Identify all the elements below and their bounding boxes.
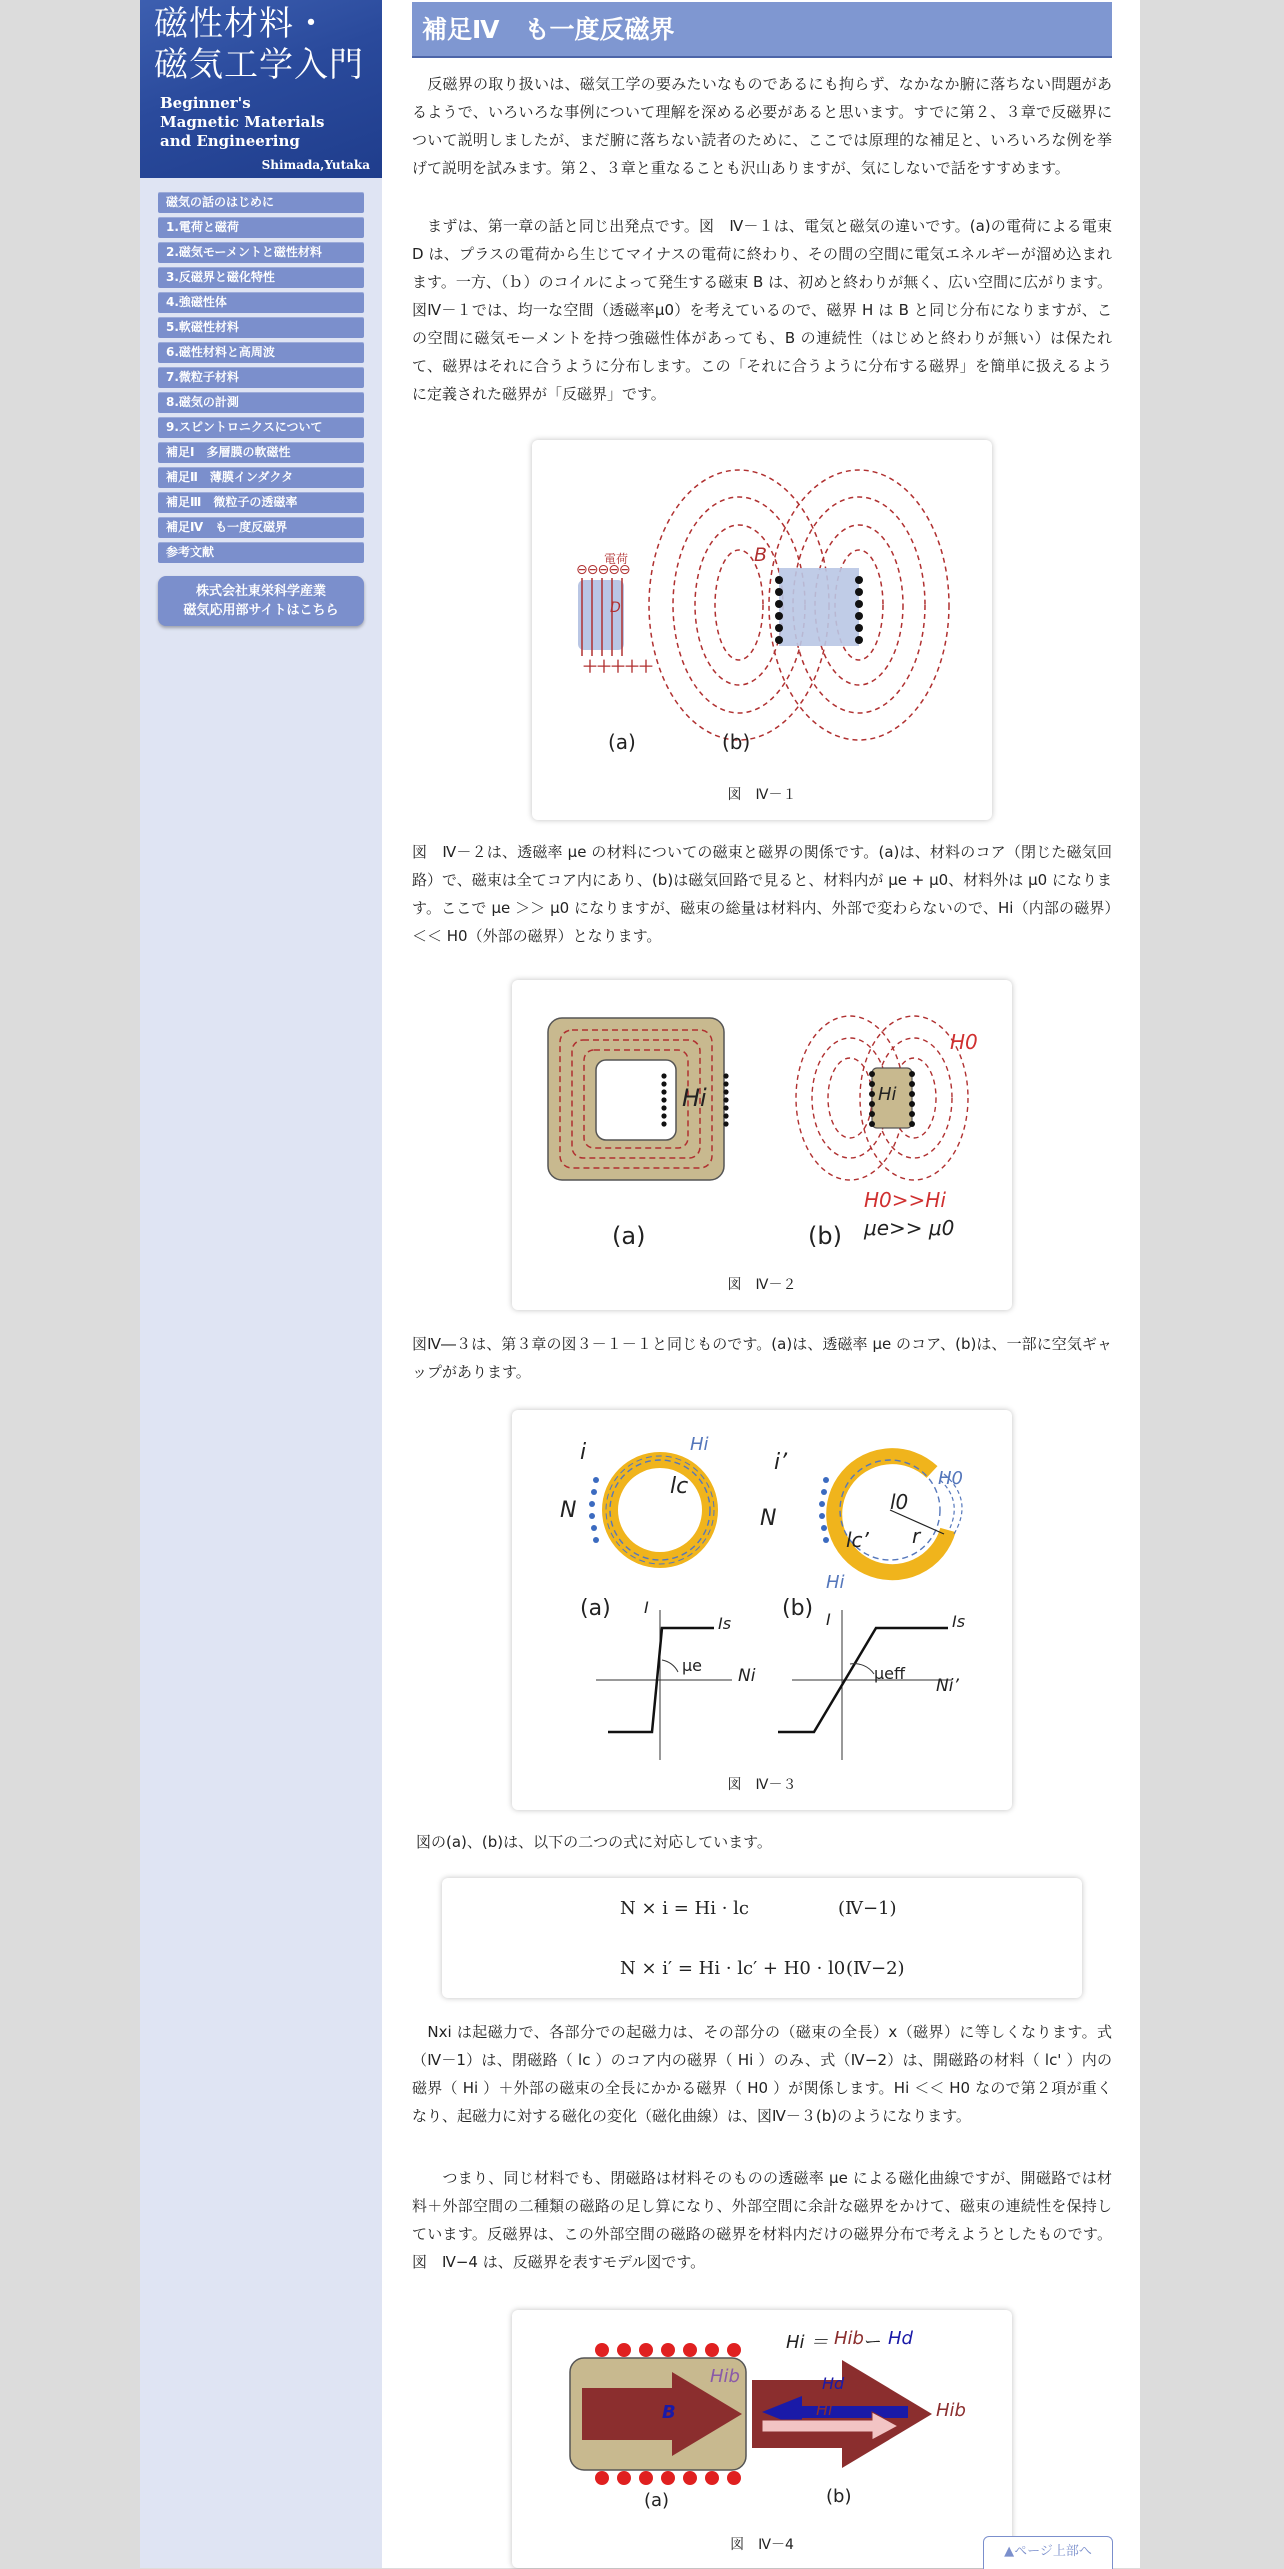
paragraph-5: 図の(a)、(b)は、以下の二つの式に対応しています。	[416, 1833, 772, 1851]
d-label: D	[610, 600, 621, 616]
nav-item-sup2[interactable]: 補足Ⅱ 薄膜インダクタ	[158, 467, 364, 488]
paragraph-1: 反磁界の取り扱いは、磁気工学の要みたいなものであるにも拘らず、なかなか腑に落ちない問題があるようで、いろいろな事例について理解を深める必要があると思います。すでに第２、３章で反磁界について説明しましたが、まだ腑に落ちない読者のために、ここでは原理的な補足と、いろいろな例を挙げて説明を試みます。第２、３章と重なることも沢山ありますが、気にしないで話をすすめます。	[412, 75, 1112, 177]
company-line2: 磁気応用部サイトはこちら	[183, 603, 339, 618]
label-b: (b)	[826, 2486, 852, 2507]
nav-item-intro[interactable]: 磁気の話のはじめに	[158, 192, 364, 213]
nav-item-references[interactable]: 参考文献	[158, 542, 364, 563]
b-label: B	[662, 2402, 676, 2423]
hib-label-outside: Hib	[936, 2400, 966, 2421]
equation-2: N × i′ = Hi · lc′ + H0 · l0	[620, 1958, 846, 1979]
page-title: 補足Ⅳ も一度反磁界	[412, 2, 1112, 58]
r-label: r	[912, 1524, 921, 1548]
logo-jp-line1: 磁性材料・	[154, 4, 329, 44]
sidebar-nav	[158, 192, 364, 567]
relation-h: H0>>Hi	[864, 1188, 946, 1212]
ni2-label: Ni’	[936, 1676, 959, 1696]
nav-item-ch1[interactable]: 1.電荷と磁荷	[158, 217, 364, 238]
top-charges	[595, 2343, 741, 2357]
mueff-label: μeff	[874, 1664, 906, 1683]
is-label-a: Is	[718, 1614, 732, 1633]
logo-author: Shimada,Yutaka	[261, 158, 370, 172]
is-label-b: Is	[952, 1612, 966, 1631]
label-a: (a)	[608, 730, 636, 754]
site-logo[interactable]	[140, 0, 382, 178]
eq-minus: ー	[864, 2332, 882, 2353]
equation-1: N × i = Hi · lc	[620, 1898, 750, 1919]
bottom-charges	[595, 2471, 741, 2485]
label-b: (b)	[722, 730, 751, 754]
nav-item-sup3[interactable]: 補足Ⅲ 微粒子の透磁率	[158, 492, 364, 513]
hi-label-b: Hi	[826, 1572, 845, 1593]
axis-I-b: I	[826, 1610, 831, 1629]
nav-item-ch3[interactable]: 3.反磁界と磁化特性	[158, 267, 364, 288]
figure-2-caption: 図 Ⅳ－２	[727, 1277, 797, 1293]
company-line1: 株式会社東栄科学産業	[195, 584, 326, 599]
turns-N2: N	[760, 1506, 777, 1531]
page	[140, 0, 1140, 2568]
logo-en-line3: and Engineering	[160, 132, 300, 150]
label-a: (a)	[580, 1596, 611, 1621]
lc2-label: lc’	[846, 1528, 869, 1552]
eq-hi: Hi ＝	[786, 2332, 829, 2353]
nav-item-ch5[interactable]: 5.軟磁性材料	[158, 317, 364, 338]
logo-en-line1: Beginner's	[160, 94, 251, 112]
figure-4	[512, 2310, 1012, 2568]
figure-2	[512, 980, 1012, 1310]
l0-label: l0	[890, 1490, 909, 1514]
logo-jp-line2: 磁気工学入門	[154, 45, 364, 85]
nav-item-ch9[interactable]: 9.スピントロニクスについて	[158, 417, 364, 438]
figure-1	[532, 440, 992, 820]
paragraph-6: Nxi は起磁力で、各部分での起磁力は、その部分の（磁束の全長）x（磁界）に等しくなります。式（Ⅳ－1）は、閉磁路（ lc ）のコア内の磁界（ Hi ）のみ、式（Ⅳ−2）は、開磁路の材料（ lc' ）内の磁界（ Hi ）＋外部の磁束の全長にかかる磁界（ H0 ）が関係します。Hi ＜＜ H0 なので第２項が重くなり、起磁力に対する磁化の変化（磁化曲線）は、図Ⅳ－３(b)のようになります。	[412, 2023, 1112, 2125]
figure-1-caption: 図 Ⅳ－１	[727, 787, 797, 803]
ni-label: Ni	[738, 1666, 756, 1686]
nav-item-ch4[interactable]: 4.強磁性体	[158, 292, 364, 313]
label-b: (b)	[782, 1596, 814, 1621]
figure-2-diagram	[512, 980, 1012, 1310]
mue-label: μe	[682, 1656, 703, 1675]
paragraph-2: まずは、第一章の話と同じ出発点です。図 Ⅳ－１は、電気と磁気の違いです。(a)の電荷による電束 D は、プラスの電荷から生じてマイナスの電荷に終わり、その間の空間に電気エネルギーが溜め込まれます。一方、（ｂ）のコイルによって発生する磁束 B は、初めと終わりが無く、広い空間に広がります。図Ⅳ－１では、均一な空間（透磁率μ0）を考えているので、磁界 H は B と同じ分布になりますが、この空間に磁気モーメントを持つ強磁性体があっても、B の連続性（はじめと終わりが無い）は保たれて、磁界はそれに合うように分布します。この「それに合うように分布する磁界」を簡単に扱えるように定義された磁界が「反磁界」です。	[412, 217, 1112, 403]
hi-label-a: Hi	[690, 1434, 709, 1455]
b-label: B	[754, 544, 768, 566]
paragraph-7: つまり、同じ材料でも、閉磁路は材料そのものの透磁率 μe による磁化曲線ですが、開磁路では材料＋外部空間の二種類の磁路の足し算になり、外部空間に余計な磁界をかけて、磁束の連続性を保持しています。反磁界は、この外部空間の磁路の磁界を材料内だけの磁界分布で考えようとしたものです。図 Ⅳ−4 は、反磁界を表すモデル図です。	[412, 2169, 1112, 2271]
figure-4-caption: 図 Ⅳ－4	[730, 2537, 794, 2553]
turns-N: N	[560, 1498, 577, 1523]
nav-item-ch2[interactable]: 2.磁気モーメントと磁性材料	[158, 242, 364, 263]
hd-label: Hd	[822, 2374, 845, 2393]
company-site-button[interactable]	[158, 576, 364, 626]
equation-box	[442, 1878, 1082, 1998]
hi-label-a: Hi	[682, 1084, 707, 1112]
minus-charges: ⊖⊖⊖⊖⊖	[576, 562, 630, 578]
plus-charges: ＋＋＋＋＋	[582, 657, 653, 676]
figure-1-diagram	[532, 440, 992, 820]
relation-mu: μe>> μ0	[864, 1216, 955, 1240]
current-i: i	[580, 1440, 587, 1465]
equation-1-number: (Ⅳ−1)	[838, 1898, 897, 1919]
axis-I-a: I	[644, 1598, 649, 1617]
nav-item-sup1[interactable]: 補足Ⅰ 多層膜の軟磁性	[158, 442, 364, 463]
paragraph-3: 図 Ⅳ－２は、透磁率 μe の材料についての磁束と磁界の関係です。(a)は、材料のコア（閉じた磁気回路）で、磁束は全てコア内にあり、(b)は磁気回路で見ると、材料内が μe + μ0、材料外は μ0 になります。ここで μe ＞＞ μ0 になりますが、磁束の総量は材料内、外部で変わらないので、Hi（内部の磁界）＜＜ H0（外部の磁界）となります。	[412, 843, 1112, 945]
nav-item-ch7[interactable]: 7.微粒子材料	[158, 367, 364, 388]
curve-a-axes	[596, 1610, 732, 1760]
label-a: (a)	[612, 1222, 646, 1250]
coil-core	[779, 568, 859, 646]
nav-item-sup4[interactable]: 補足Ⅳ も一度反磁界	[158, 517, 364, 538]
current-i2: i’	[774, 1450, 788, 1475]
ring-b	[834, 1456, 948, 1572]
hi-label-b: Hi	[878, 1084, 897, 1105]
charge-label: 電荷	[604, 552, 629, 566]
winding-a	[589, 1477, 599, 1543]
equation-2-number: (Ⅳ−2)	[846, 1958, 905, 1979]
paragraph-4: 図Ⅳ―３は、第３章の図３－１－１と同じものです。(a)は、透磁率 μe のコア、(b)は、一部に空気ギャップがあります。	[412, 1335, 1112, 1381]
h0-label: H0	[950, 1030, 978, 1054]
nav-item-ch8[interactable]: 8.磁気の計測	[158, 392, 364, 413]
eq-hd: Hd	[888, 2328, 913, 2349]
logo-en-line2: Magnetic Materials	[160, 113, 325, 131]
hib-label-body: Hib	[710, 2366, 740, 2387]
nav-item-ch6[interactable]: 6.磁性材料と高周波	[158, 342, 364, 363]
figure-3	[512, 1410, 1012, 1810]
h0-label: H0	[938, 1468, 963, 1489]
label-b: (b)	[808, 1222, 842, 1250]
figure-3-caption: 図 Ⅳ－３	[727, 1777, 797, 1793]
hi-label: Hi	[816, 2400, 833, 2419]
lc-label: lc	[670, 1474, 689, 1499]
back-to-top-button[interactable]: ▲ページ上部へ	[983, 2536, 1113, 2569]
eq-hib: Hib	[834, 2328, 864, 2349]
label-a: (a)	[644, 2490, 670, 2511]
sidebar	[140, 0, 382, 2568]
